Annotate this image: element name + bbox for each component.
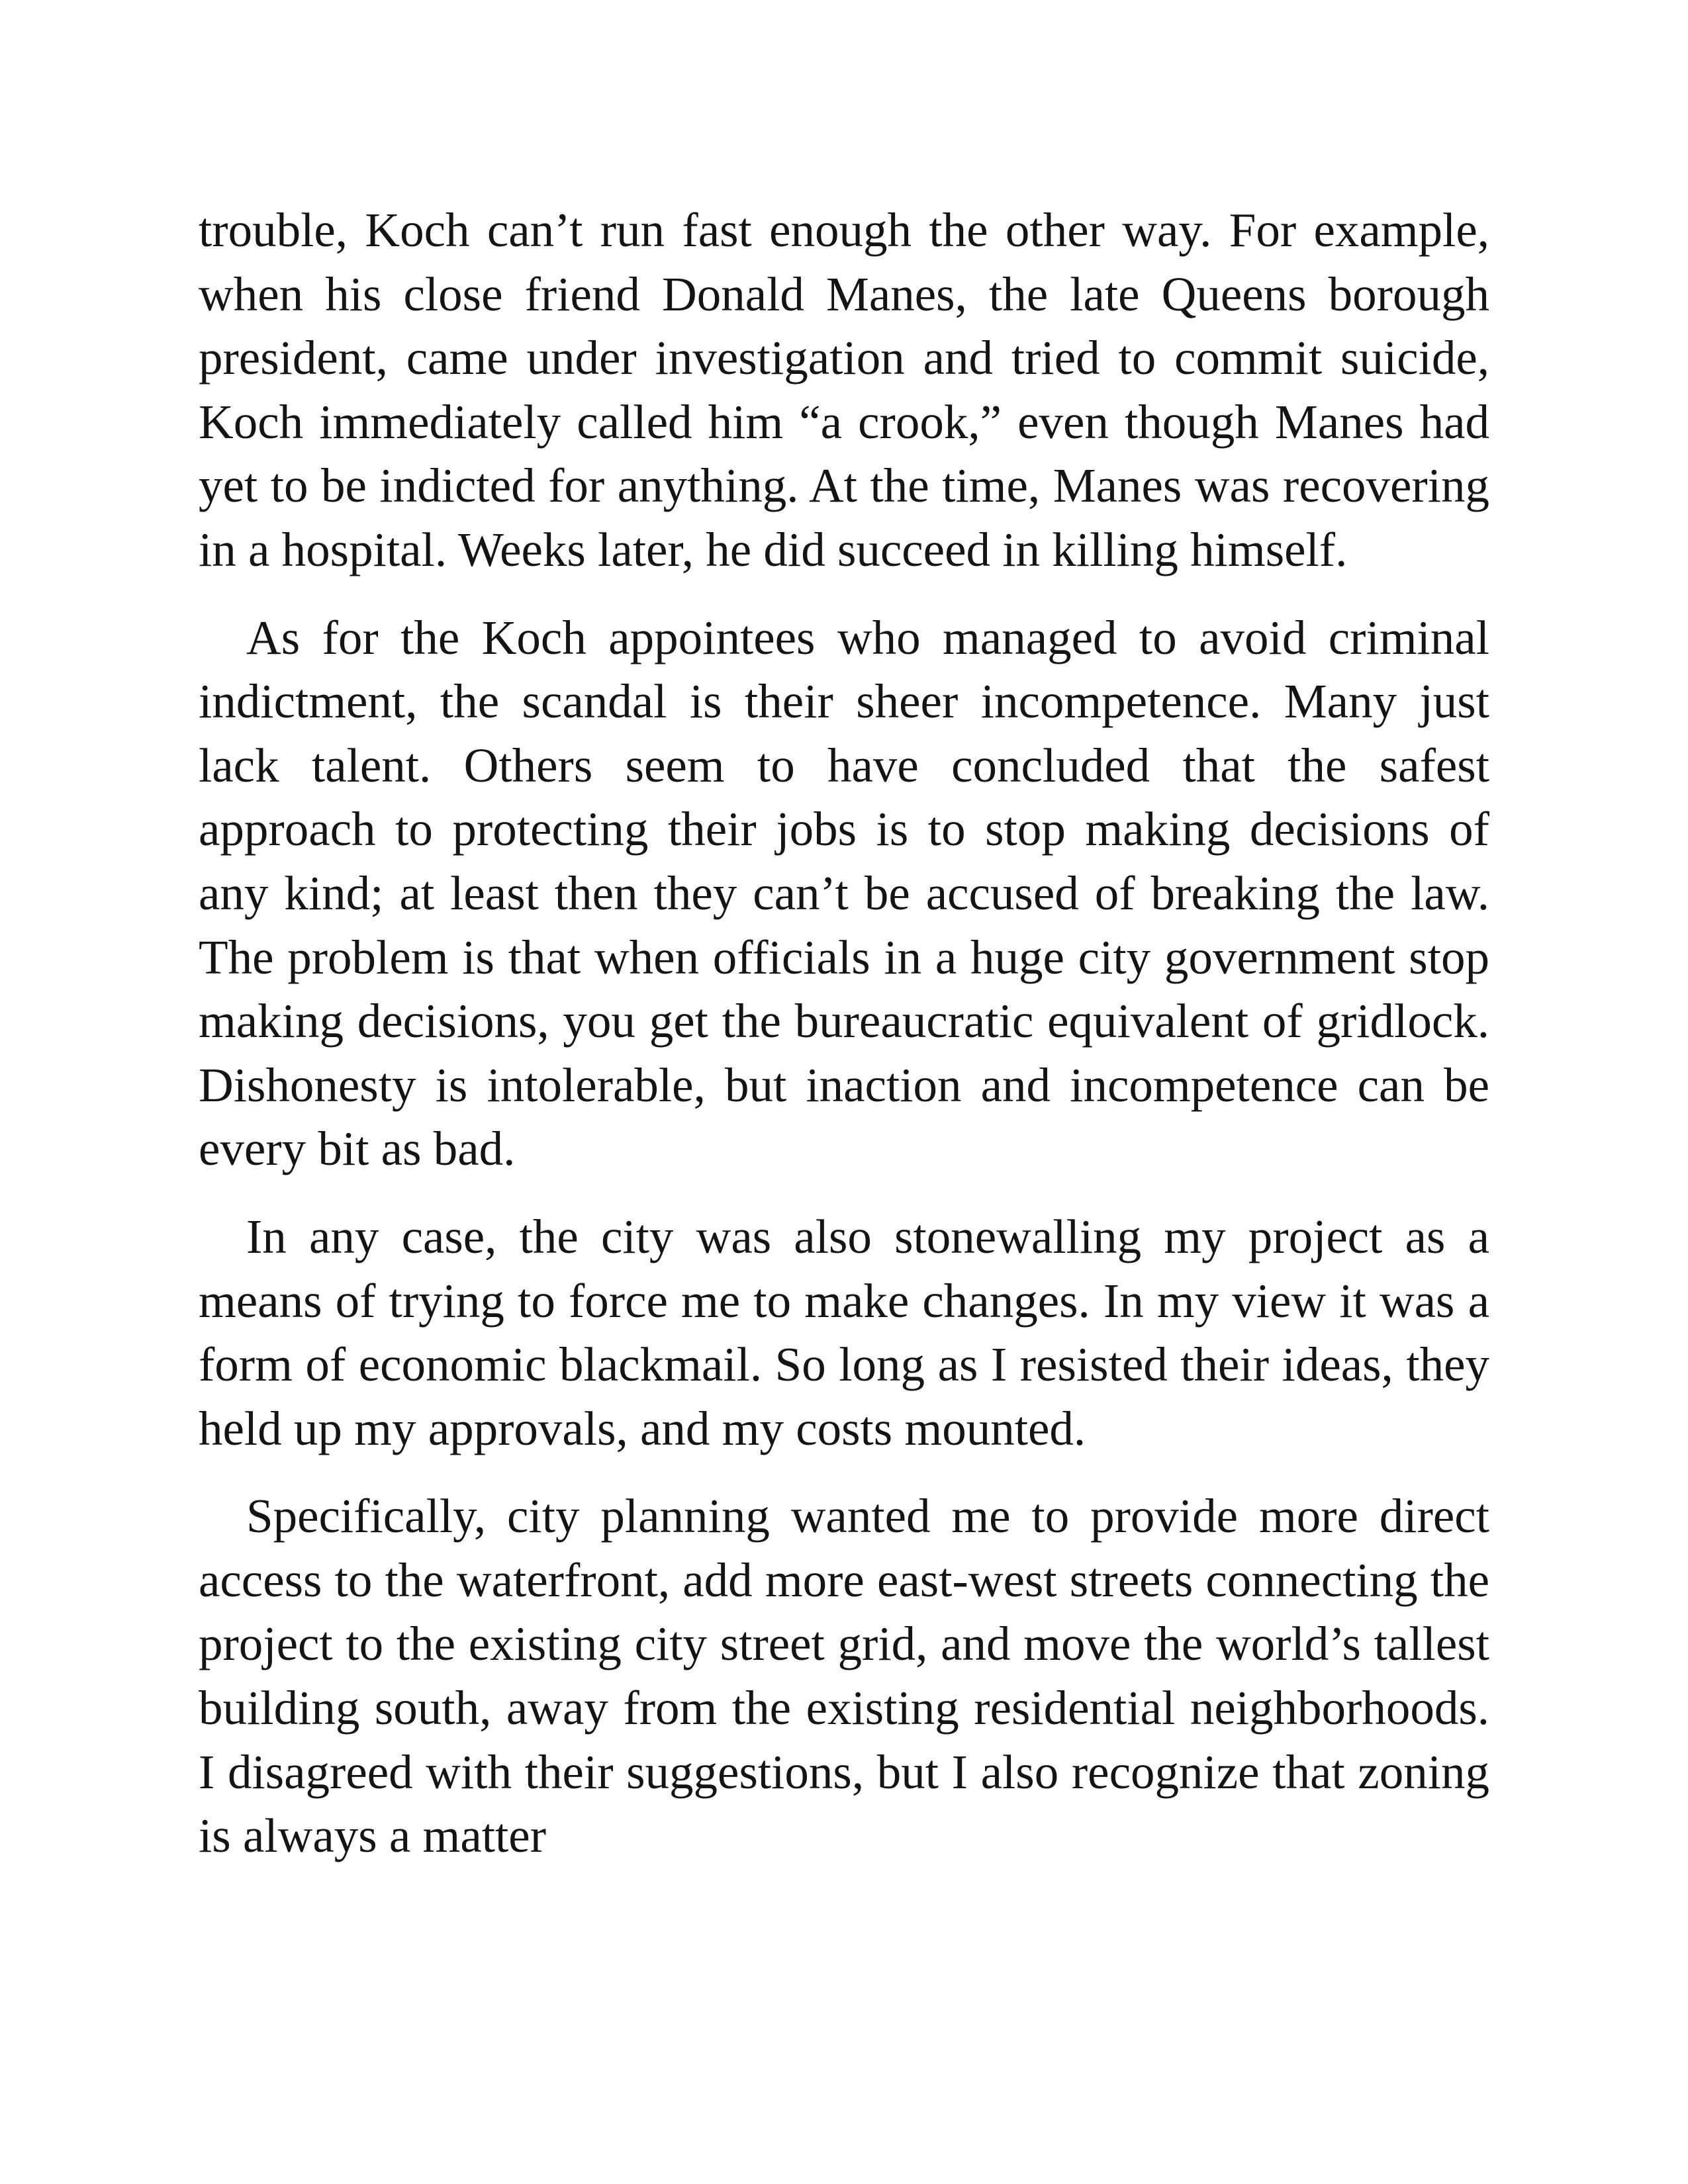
paragraph-city-planning: Specifically, city planning wanted me to provide more direct access to the waterfront, add more east-west streets connecting the project to the existing city street grid, and move the world’s tallest building south, away from the existing residential neighborhoods. I disagreed with their suggestions, but I also recognize that zoning is always a matter	[199, 1489, 1489, 1863]
paragraph-koch-appointees: As for the Koch appointees who managed to avoid criminal indictment, the scandal is their sheer incompetence. Many just lack talent. Others seem to have concluded that the safest approach to protecting their jobs is to stop making decisions of any kind; at least then they can’t be accused of breaking the law. The problem is that when officials in a huge city government stop making decisions, you get the bureaucratic equivalent of gridlock. Dishonesty is intolerable, but inaction and incompetence can be every bit as bad.	[199, 610, 1489, 1176]
body-text	[199, 199, 1489, 1892]
paragraph-continued: trouble, Koch can’t run fast enough the other way. For example, when his close friend Donald Manes, the late Queens borough president, came under investigation and tried to commit suicide, Koch immediately called him “a crook,” even though Manes had yet to be indicted for anything. At the time, Manes was recovering in a hospital. Weeks later, he did succeed in killing himself.	[199, 203, 1489, 576]
paragraph-stonewalling: In any case, the city was also stonewalling my project as a means of trying to force me to make changes. In my view it was a form of economic blackmail. So long as I resisted their ideas, they held up my approvals, and my costs mounted.	[199, 1209, 1489, 1455]
